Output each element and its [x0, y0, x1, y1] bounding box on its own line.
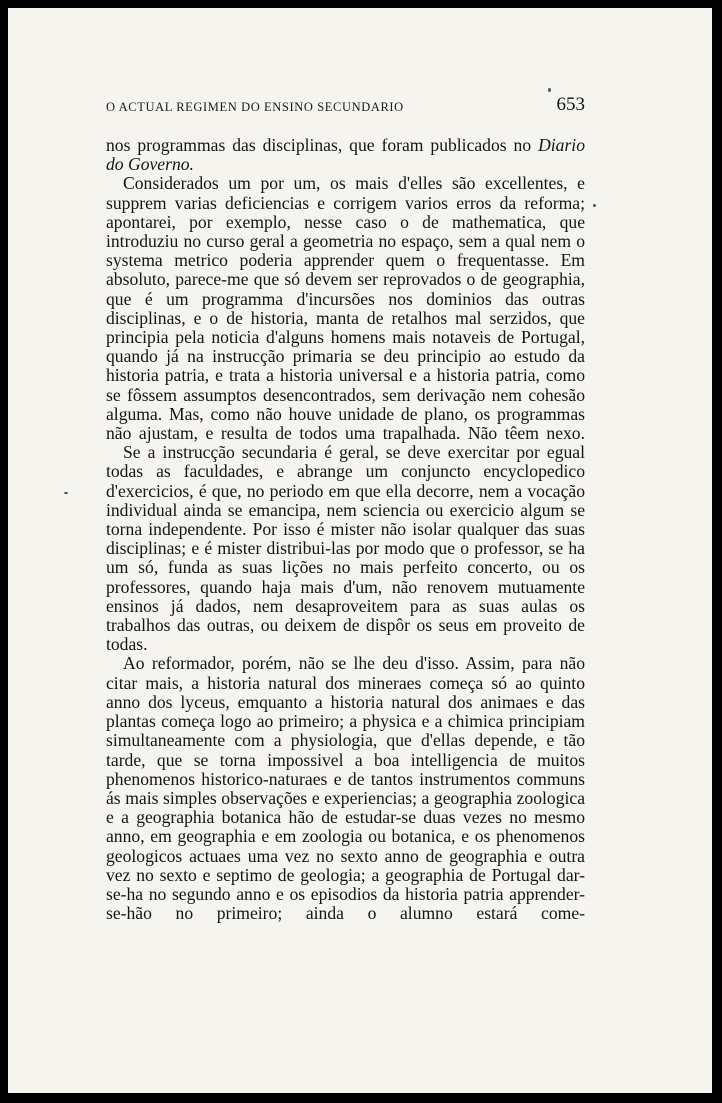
ink-speck — [548, 88, 551, 92]
paragraph-continuation — [106, 136, 585, 174]
paragraph: Se a instrucção secundaria é geral, se deve exercitar por egual todas as faculdades, e abrange um conjuncto encyclopedico d'exercicios, é que, no periodo em que ella decorre, nem a vocação individual ainda se emancipa, nem sciencia ou exercicio algum se torna independente. Por isso é mister não isolar qualquer das suas disciplinas; e é mister distribui-las por modo que o professor, se ha um só, funda as suas lições no mais perfeito concerto, ou os professores, quando haja mais d'um, não renovem mutuamente ensinos já dados, nem desaproveitem para as suas aulas os trabalhos das outras, ou deixem de dispôr os seus em proveito de todas. — [106, 442, 585, 655]
page-header — [106, 96, 585, 118]
ink-speck — [593, 204, 596, 207]
book-page — [8, 8, 712, 1093]
running-title: O ACTUAL REGIMEN DO ENSINO SECUNDARIO — [106, 100, 404, 114]
paragraph: Ao reformador, porém, não se lhe deu d'isso. Assim, para não citar mais, a historia natural dos mineraes começa só ao quinto anno dos lyceus, emquanto a historia natural dos animaes e das plantas começa logo ao primeiro; a physica e a chimica principiam simultaneamente com a physiologia, que d'ellas depende, e tão tarde, que se torna impossivel a boa intelligencia de muitos phenomenos historico-naturaes e de tantos instrumentos communs ás mais simples observações e experiencias; a geographia zoologica e a geographia botanica hão de estudar-se duas vezes no mesmo anno, em geographia e em zoologia ou botanica, e os phenomenos geologicos actuaes uma vez no sexto anno de geographia e outra vez no sexto e septimo de geologia; a geographia de Portugal dar-se-ha no segundo anno e os episodios da historia patria apprender-se-hão no primeiro; ainda o alumno estará come- — [106, 653, 585, 924]
ink-speck — [64, 492, 68, 494]
paragraph-text: nos programmas das disciplinas, que foram publicados no — [106, 135, 539, 155]
page-number: 653 — [556, 94, 585, 115]
body-text — [106, 136, 585, 923]
italic-title: Diario do Governo. — [106, 135, 585, 175]
paragraph: Considerados um por um, os mais d'elles são excellentes, e supprem varias deficiencias e corrigem varios erros da reforma; apontarei, por exemplo, nesse caso o de mathematica, que introduziu no curso geral a geometria no espaço, sem a qual nem o systema metrico poderia apprender quem o frequentasse. Em absoluto, parece-me que só devem ser reprovados o de geographia, que é um programma d'incursões nos dominios das outras disciplinas, e o de historia, manta de retalhos mal serzidos, que principia pela noticia d'alguns homens mais notaveis de Portugal, quando já na instrucção primaria se deu principio ao estudo da historia patria, e trata a historia universal e a historia patria, como se fôssem assumptos desencontrados, sem derivação nem cohesão alguma. Mas, como não houve unidade de plano, os programmas não ajustam, e resulta de todos uma trapalhada. Não têem nexo. — [106, 173, 585, 444]
